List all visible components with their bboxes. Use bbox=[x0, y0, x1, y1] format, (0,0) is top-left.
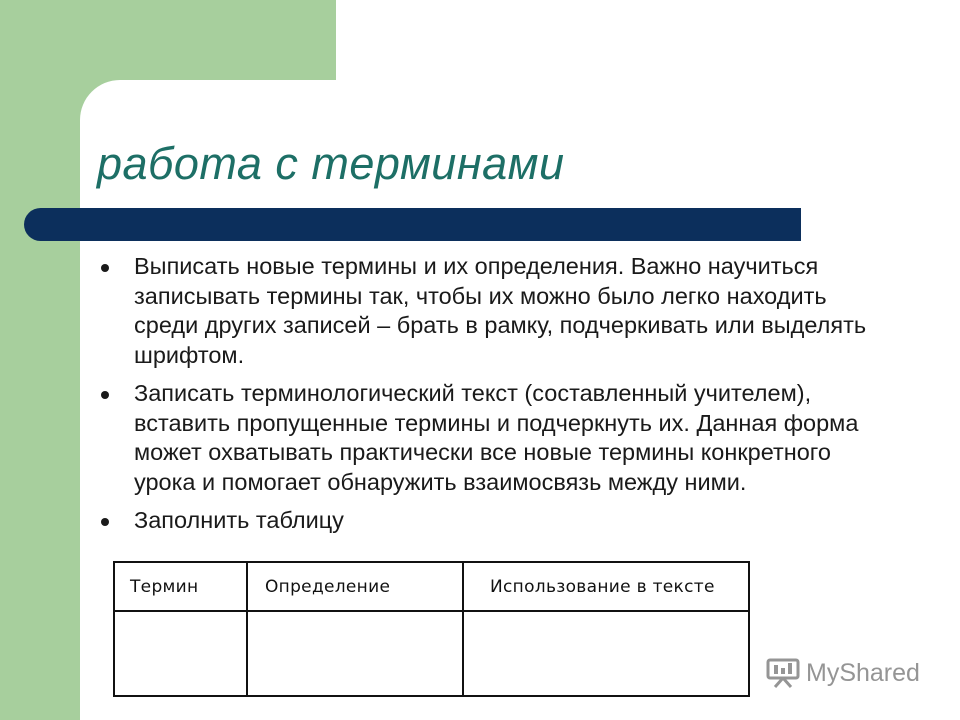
presentation-icon bbox=[766, 657, 800, 689]
bullet-item bbox=[96, 252, 886, 370]
table-header-divider bbox=[115, 610, 748, 612]
bullet-list bbox=[96, 252, 886, 545]
table-column-divider bbox=[246, 563, 248, 695]
table-header-term: Термин bbox=[130, 577, 199, 597]
table-header-definition: Определение bbox=[265, 577, 391, 597]
bullet-dot-icon bbox=[101, 391, 109, 399]
bullet-dot-icon bbox=[101, 518, 109, 526]
bullet-item bbox=[96, 379, 886, 497]
bullet-text: Заполнить таблицу bbox=[134, 507, 344, 533]
slide-title: работа с терминами bbox=[97, 138, 565, 189]
table-column-divider bbox=[462, 563, 464, 695]
bullet-item bbox=[96, 506, 886, 536]
terms-table bbox=[113, 561, 750, 697]
watermark-text: MyShared bbox=[806, 658, 920, 687]
watermark-logo bbox=[766, 657, 920, 689]
bullet-text: Записать терминологический текст (составленный учителем), вставить пропущенные термины и подчеркнуть их. Данная форма может охватывать практически все новые термины конкретного урока и помогает обнаружить взаимосвязь между ними. bbox=[134, 380, 859, 495]
bullet-text: Выписать новые термины и их определения. Важно научиться записывать термины так, чтобы их можно было легко находить среди других записей – брать в рамку, подчеркивать или выделять шрифтом. bbox=[134, 253, 867, 368]
title-underline-bar bbox=[24, 208, 801, 241]
bullet-dot-icon bbox=[101, 264, 109, 272]
table-header-usage: Использование в тексте bbox=[490, 577, 715, 597]
